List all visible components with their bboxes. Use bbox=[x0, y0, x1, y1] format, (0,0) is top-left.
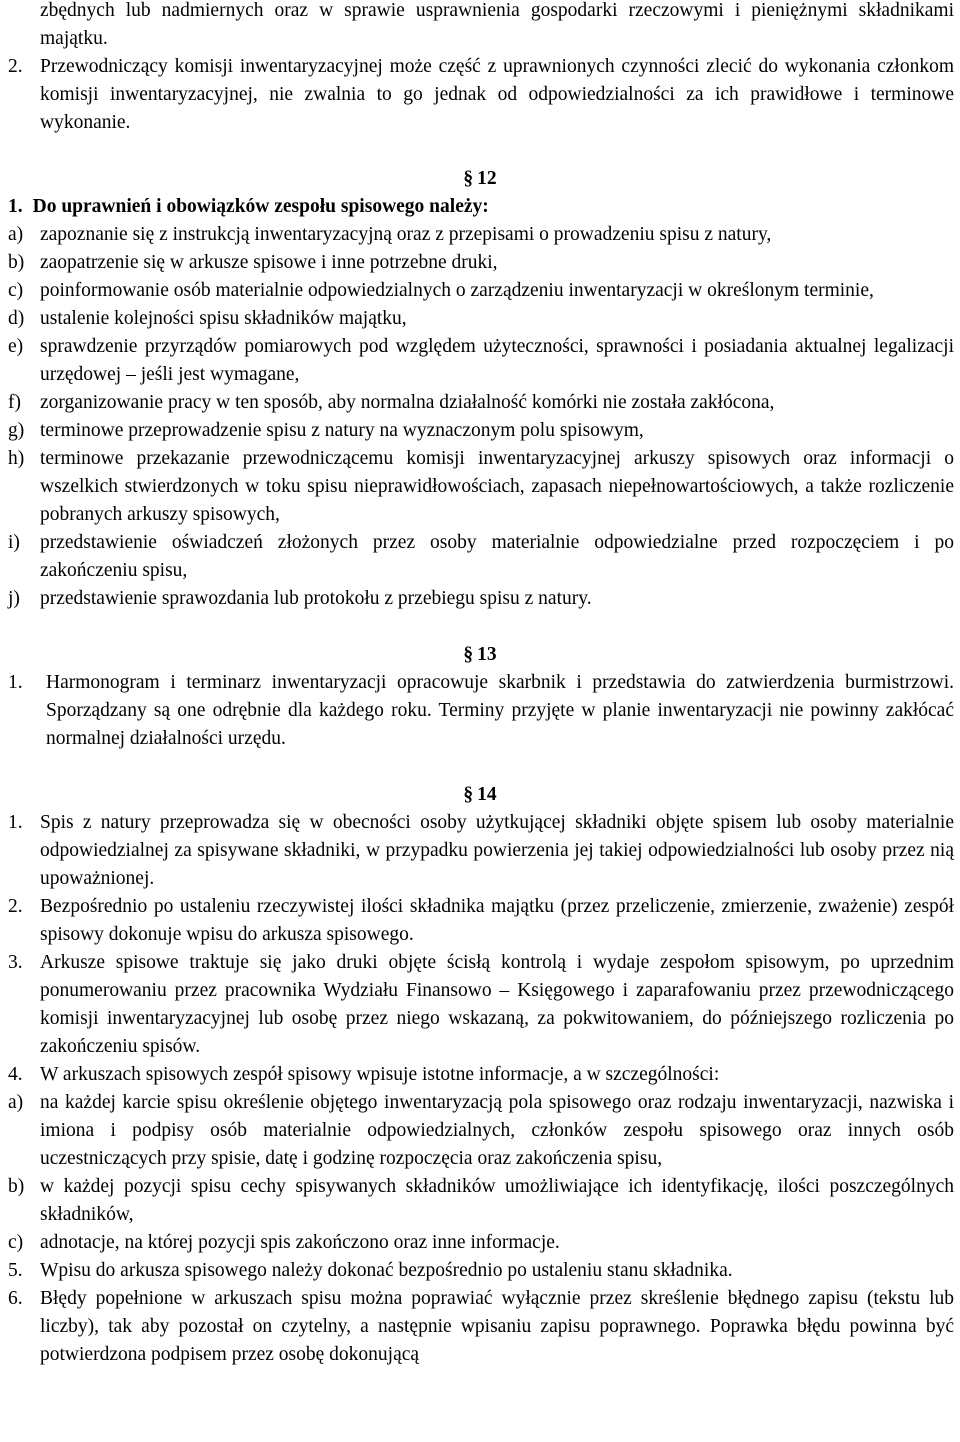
item-label: c) bbox=[8, 280, 24, 301]
list-item bbox=[0, 305, 960, 333]
item-text: W arkuszach spisowych zespół spisowy wpisuje istotne informacje, a w szczególności: bbox=[40, 1064, 720, 1085]
item-label: 2. bbox=[8, 896, 23, 917]
item-text: zorganizowanie pracy w ten sposób, aby normalna działalność komórki nie została zakłócona, bbox=[40, 392, 775, 413]
list-item bbox=[0, 1229, 960, 1257]
paragraph-symbol: § bbox=[463, 644, 474, 665]
item-text: terminowe przeprowadzenie spisu z natury na wyznaczonym polu spisowym, bbox=[40, 420, 644, 441]
item-text: przedstawienie sprawozdania lub protokołu z przebiegu spisu z natury. bbox=[40, 588, 592, 609]
item-text: terminowe przekazanie przewodniczącemu komisji inwentaryzacyjnej arkuszy spisowych oraz informacji o wszelkich stwierdzonych w toku spisu nieprawidłowościach, zapasach niepełnowartościowych, a także rozliczenie pobranych arkuszy spisowych, bbox=[40, 448, 954, 525]
item-text: sprawdzenie przyrządów pomiarowych pod względem użyteczności, sprawności i posiadania aktualnej legalizacji urzędowej – jeśli jest wymagane, bbox=[40, 336, 954, 385]
section-number: 12 bbox=[477, 168, 497, 189]
item-label: c) bbox=[8, 1232, 24, 1253]
item-text: Błędy popełnione w arkuszach spisu można poprawiać wyłącznie przez skreślenie błędnego zapisu (tekstu lub liczby), tak aby pozostał on czytelny, a następnie wpisaniu zapisu poprawnego. Poprawka błędu powinna być potwierdzona podpisem przez osobę dokonującą bbox=[40, 1288, 954, 1365]
item-label: 1. bbox=[8, 672, 23, 693]
list-item bbox=[0, 1257, 960, 1285]
intro-continuation: zbędnych lub nadmiernych oraz w sprawie usprawnienia gospodarki rzeczowymi i pieniężnymi składnikami majątku. bbox=[40, 0, 954, 49]
list-item bbox=[0, 529, 960, 585]
item-text: Spis z natury przeprowadza się w obecności osoby użytkującej składniki objęte spisem lub osoby materialnie odpowiedzialnej za spisywane składniki, w przypadku powierzenia jej takiej odpowiedzialności lub osoby przez nią upoważnionej. bbox=[40, 812, 954, 889]
list-item bbox=[0, 1173, 960, 1229]
section-14-heading bbox=[0, 781, 960, 809]
item-label: 3. bbox=[8, 952, 23, 973]
paragraph-symbol: § bbox=[463, 168, 474, 189]
list-item bbox=[0, 221, 960, 249]
item-text: Harmonogram i terminarz inwentaryzacji opracowuje skarbnik i przedstawia do zatwierdzenia burmistrzowi. Sporządzany są one odrębnie dla każdego roku. Terminy przyjęte w planie inwentaryzacji nie powinny zakłócać normalnej działalności urzędu. bbox=[46, 672, 954, 749]
section-13-list bbox=[0, 669, 960, 753]
item-text: ustalenie kolejności spisu składników majątku, bbox=[40, 308, 407, 329]
list-item bbox=[0, 333, 960, 389]
list-item bbox=[0, 585, 960, 613]
item-label: a) bbox=[8, 1092, 24, 1113]
item-text: Przewodniczący komisji inwentaryzacyjnej może część z uprawnionych czynności zlecić do wykonania członkom komisji inwentaryzacyjnej, nie zwalnia to go jednak od odpowiedzialności za ich prawidłowe i terminowe wykonanie. bbox=[40, 56, 954, 133]
section-12-heading bbox=[0, 165, 960, 193]
item-label: b) bbox=[8, 1176, 25, 1197]
item-text: zaopatrzenie się w arkusze spisowe i inne potrzebne druki, bbox=[40, 252, 498, 273]
item-text: poinformowanie osób materialnie odpowiedzialnych o zarządzeniu inwentaryzacji w określonym terminie, bbox=[40, 280, 874, 301]
intro-item-2 bbox=[0, 53, 960, 137]
list-item bbox=[0, 1285, 960, 1369]
list-item bbox=[0, 445, 960, 529]
item-label: i) bbox=[8, 532, 20, 553]
section-13-heading bbox=[0, 641, 960, 669]
item-label: b) bbox=[8, 252, 25, 273]
item-text: zapoznanie się z instrukcją inwentaryzacyjną oraz z przepisami o prowadzeniu spisu z natury, bbox=[40, 224, 772, 245]
lead-text: Do uprawnień i obowiązków zespołu spisowego należy: bbox=[32, 196, 489, 217]
item-label: d) bbox=[8, 308, 25, 329]
list-item bbox=[0, 669, 960, 753]
section-12-lead bbox=[0, 193, 960, 221]
item-label: 6. bbox=[8, 1288, 23, 1309]
list-item bbox=[0, 1089, 960, 1173]
list-item bbox=[0, 893, 960, 949]
item-text: Wpisu do arkusza spisowego należy dokonać bezpośrednio po ustaleniu stanu składnika. bbox=[40, 1260, 733, 1281]
list-item bbox=[0, 249, 960, 277]
item-text: Arkusze spisowe traktuje się jako druki objęte ścisłą kontrolą i wydaje zespołom spisowym, po uprzednim ponumerowaniu przez pracownika Wydziału Finansowo – Księgowego i zaparafowaniu przez przewodniczącego komisji inwentaryzacyjnej lub osobę przez niego wskazaną, za pokwitowaniem, do późniejszego rozliczenia po zakończeniu spisów. bbox=[40, 952, 954, 1057]
list-item bbox=[0, 277, 960, 305]
item-label: h) bbox=[8, 448, 25, 469]
item-text: Bezpośrednio po ustaleniu rzeczywistej ilości składnika majątku (przez przeliczenie, zmierzenie, zważenie) zespół spisowy dokonuje wpisu do arkusza spisowego. bbox=[40, 896, 954, 945]
item-label: f) bbox=[8, 392, 21, 413]
item-text: przedstawienie oświadczeń złożonych przez osoby materialnie odpowiedzialne przed rozpoczęciem i po zakończeniu spisu, bbox=[40, 532, 954, 581]
item-text: na każdej karcie spisu określenie objętego inwentaryzacją pola spisowego oraz rodzaju inwentaryzacji, nazwiska i imiona i podpisy osób materialnie odpowiedzialnych, członków zespołu spisowego oraz innych osób uczestniczących przy spisie, datę i godzinę rozpoczęcia oraz zakończenia spisu, bbox=[40, 1092, 954, 1169]
list-item bbox=[0, 949, 960, 1061]
list-item bbox=[0, 1061, 960, 1089]
item-label: e) bbox=[8, 336, 24, 357]
lead-number: 1. bbox=[8, 196, 23, 217]
section-14-list bbox=[0, 809, 960, 1369]
section-number: 13 bbox=[477, 644, 497, 665]
item-label: 1. bbox=[8, 812, 23, 833]
item-label: 4. bbox=[8, 1064, 23, 1085]
item-text: w każdej pozycji spisu cechy spisywanych składników umożliwiające ich identyfikację, ilości poszczególnych składników, bbox=[40, 1176, 954, 1225]
section-12-list bbox=[0, 221, 960, 613]
list-item bbox=[0, 389, 960, 417]
list-item bbox=[0, 809, 960, 893]
item-text: adnotacje, na której pozycji spis zakończono oraz inne informacje. bbox=[40, 1232, 560, 1253]
paragraph-symbol: § bbox=[463, 784, 474, 805]
item-label: j) bbox=[8, 588, 20, 609]
section-number: 14 bbox=[477, 784, 497, 805]
item-label: 5. bbox=[8, 1260, 23, 1281]
item-label: 2. bbox=[8, 56, 23, 77]
item-label: g) bbox=[8, 420, 25, 441]
item-label: a) bbox=[8, 224, 24, 245]
list-item bbox=[0, 417, 960, 445]
